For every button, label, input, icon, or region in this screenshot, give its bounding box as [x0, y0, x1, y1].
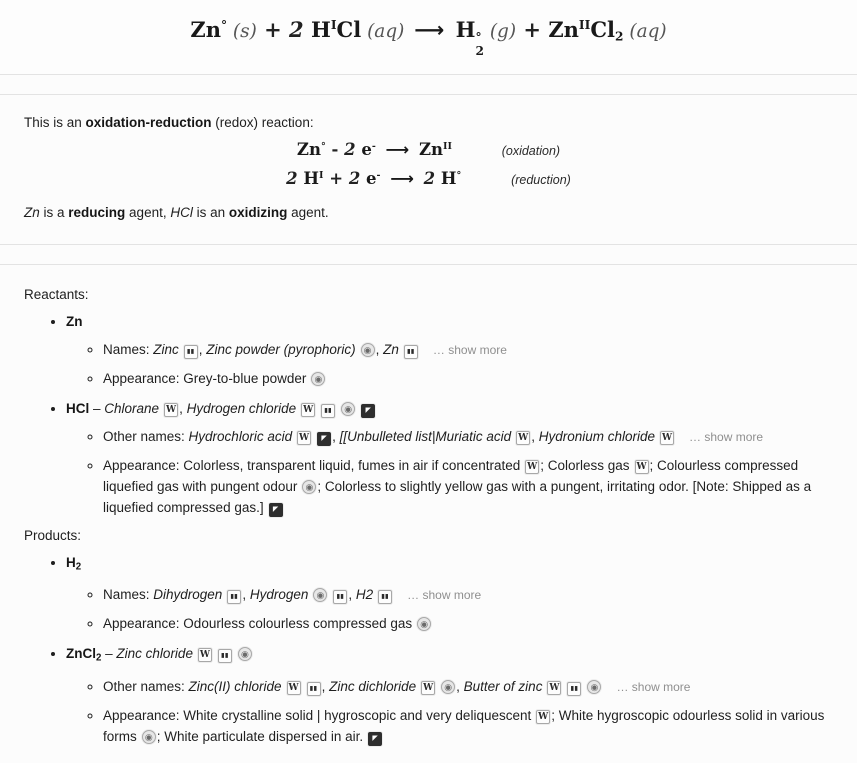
text-run: 2 — [286, 169, 304, 188]
oxidation-equation — [297, 141, 452, 159]
chemical-name: Zinc — [153, 342, 179, 357]
text-run: 2 — [348, 169, 367, 188]
wikipedia-icon[interactable]: W — [423, 682, 434, 693]
compound-detail-list — [66, 676, 843, 747]
text-run: Appearance: Colorless, transparent liquid, fumes in air if concentrated — [103, 458, 521, 473]
appearance-line — [103, 368, 843, 389]
globe-icon[interactable]: ◉ — [238, 647, 252, 661]
globe-icon[interactable]: ◉ — [311, 372, 325, 386]
text-run: , — [321, 678, 330, 694]
reactants-list — [24, 312, 843, 518]
text-run: agent. — [287, 205, 329, 220]
dark-badge-icon[interactable]: ◤ — [269, 503, 283, 517]
text-run: I — [330, 18, 337, 33]
divider — [0, 75, 857, 95]
globe-icon[interactable]: ◉ — [142, 730, 156, 744]
text-run: – — [89, 401, 105, 416]
show-more-link[interactable]: … show more — [689, 430, 764, 444]
appearance-line — [103, 455, 843, 518]
text-run: Zn — [66, 314, 83, 329]
compound-detail-list — [66, 339, 843, 389]
text-run: Appearance: White crystalline solid | hygroscopic and very deliquescent — [103, 707, 532, 723]
text-run: (s) — [227, 21, 257, 43]
text-run: - — [371, 140, 376, 152]
wikipedia-icon[interactable]: W — [199, 650, 210, 661]
text-run: , — [332, 429, 340, 444]
text-run: is an — [192, 205, 229, 220]
globe-icon[interactable]: ◉ — [587, 680, 601, 694]
text-run: , — [531, 429, 539, 444]
text-run: oxidizing — [228, 205, 288, 220]
globe-icon[interactable]: ◉ — [417, 617, 431, 631]
text-run: Appearance: Odourless colourless compressed gas — [103, 616, 413, 632]
bars-icon[interactable]: ▮▮ — [307, 682, 321, 696]
dark-badge-icon[interactable]: ◤ — [317, 432, 331, 446]
reaction-arrow: ⟶ — [385, 140, 410, 159]
text-run: This is an — [24, 115, 86, 130]
dark-badge-icon[interactable]: ◤ — [361, 404, 375, 418]
half-reactions — [24, 140, 833, 189]
text-run: , — [198, 342, 207, 357]
text-run: ° — [456, 169, 462, 181]
text-run: H — [448, 17, 476, 43]
text-run: II — [443, 140, 452, 152]
wikipedia-icon[interactable]: W — [538, 711, 549, 722]
text-run: e — [361, 140, 372, 159]
text-run: – — [101, 646, 117, 662]
text-run: ; White particulate dispersed in air. — [156, 728, 364, 744]
text-run: Zn — [190, 17, 221, 43]
oxidation-label: (oxidation) — [501, 144, 561, 158]
product-item-zncl2 — [66, 644, 843, 746]
chemical-name: HCl — [170, 205, 193, 220]
text-run: ° — [220, 18, 228, 33]
text-run: II — [578, 18, 591, 33]
redox-section — [0, 95, 857, 244]
show-more-link[interactable]: … show more — [616, 679, 691, 694]
text-run: (redox) reaction: — [211, 115, 314, 130]
globe-icon[interactable]: ◉ — [313, 588, 327, 602]
other-names-line — [103, 676, 843, 698]
names-line — [103, 584, 843, 606]
text-run: ; Colourless compressed liquefied gas with pungent odour — [103, 458, 799, 494]
text-run: 2 — [96, 652, 102, 664]
text-run: ; Colorless gas — [540, 458, 630, 473]
compound-title — [66, 314, 83, 329]
balanced-equation-banner — [0, 0, 857, 75]
text-run: Other names: — [103, 429, 189, 444]
reactants-heading: Reactants: — [24, 287, 89, 302]
reduction-equation — [286, 170, 461, 188]
dark-badge-icon[interactable]: ◤ — [368, 732, 382, 746]
text-run: ° — [320, 140, 326, 152]
compound-title — [66, 401, 376, 416]
bars-icon[interactable]: ▮▮ — [227, 590, 241, 604]
wikipedia-icon[interactable]: W — [299, 433, 310, 443]
bars-icon[interactable]: ▮▮ — [333, 590, 347, 604]
text-run: is a — [39, 205, 69, 220]
text-run: ; White hygroscopic odourless solid in various forms — [103, 707, 825, 744]
appearance-line — [103, 705, 843, 747]
wikipedia-icon[interactable]: W — [661, 433, 673, 443]
compound-details-section — [0, 265, 857, 763]
chemical-name: Hydronium chloride — [538, 429, 656, 444]
text-run: e — [366, 169, 377, 188]
wikipedia-icon[interactable]: W — [549, 682, 560, 693]
bars-icon[interactable]: ▮▮ — [184, 345, 198, 359]
bars-icon[interactable]: ▮▮ — [567, 682, 581, 696]
text-run: (aq) — [623, 21, 667, 43]
appearance-line — [103, 613, 843, 634]
text-run: Zn — [296, 140, 321, 159]
reduction-half-reaction — [24, 169, 833, 189]
other-names-line — [103, 426, 843, 448]
bars-icon[interactable]: ▮▮ — [218, 649, 232, 663]
stacked-sup-sub: ° 2 — [475, 30, 484, 58]
globe-icon[interactable]: ◉ — [441, 680, 455, 694]
chemical-name: Zinc chloride — [116, 646, 193, 662]
chemical-name: Zinc dichloride — [329, 678, 417, 694]
names-line — [103, 339, 843, 361]
chemical-name: Hydrogen chloride — [186, 401, 297, 416]
reduction-label: (reduction) — [511, 173, 571, 187]
product-item-h2 — [66, 553, 843, 634]
compound-title — [66, 646, 253, 664]
compound-title — [66, 555, 82, 573]
wikipedia-icon[interactable]: W — [527, 462, 538, 472]
text-run: (aq) — [361, 21, 411, 43]
globe-icon[interactable]: ◉ — [302, 480, 316, 494]
text-run: agent, — [125, 205, 171, 220]
text-run: Cl — [336, 17, 362, 43]
text-run: , — [242, 587, 250, 603]
chemical-name: Chlorane — [104, 401, 160, 416]
wikipedia-icon[interactable]: W — [303, 405, 314, 415]
globe-icon[interactable]: ◉ — [361, 343, 375, 357]
text-run: Names: — [103, 342, 154, 357]
text-run: 2 — [289, 17, 311, 43]
bars-icon[interactable]: ▮▮ — [378, 590, 392, 604]
bars-icon[interactable]: ▮▮ — [404, 345, 418, 359]
text-run: + — [516, 17, 549, 43]
chemical-name: Butter of zinc — [463, 678, 543, 694]
chemical-name: Zinc powder (pyrophoric) — [206, 342, 356, 357]
globe-icon[interactable]: ◉ — [341, 402, 355, 416]
chemical-name: Zn — [383, 342, 399, 357]
text-run: oxidation-reduction — [85, 115, 212, 130]
divider — [0, 245, 857, 265]
text-run: (g) — [483, 21, 517, 43]
chemical-name: Zinc(II) chloride — [188, 678, 282, 694]
wikipedia-icon[interactable]: W — [636, 462, 647, 472]
chemical-name: Zn — [24, 205, 40, 220]
text-run: H — [440, 169, 457, 188]
text-run: H — [66, 555, 76, 570]
bars-icon[interactable]: ▮▮ — [321, 404, 335, 418]
reactant-item-zn — [66, 312, 843, 389]
wikipedia-icon[interactable]: W — [166, 405, 177, 415]
text-run: , — [179, 401, 187, 416]
text-run: + — [323, 169, 349, 188]
text-run: Names: — [103, 587, 154, 603]
compound-detail-list — [66, 426, 843, 518]
redox-intro — [24, 115, 833, 130]
text-run: , — [456, 678, 464, 694]
text-run: Other names: — [103, 678, 189, 694]
text-run: - — [325, 140, 345, 159]
oxidation-half-reaction — [24, 140, 833, 160]
text-run: - — [376, 169, 381, 181]
text-run: HCl — [66, 401, 90, 416]
reactant-item-hcl — [66, 399, 843, 518]
text-run: reducing — [68, 205, 126, 220]
text-run: Appearance: Grey-to-blue powder — [103, 371, 307, 386]
text-run: ZnCl — [66, 646, 96, 662]
agents-summary — [24, 205, 833, 220]
text-run: 2 — [615, 29, 624, 44]
text-run — [376, 140, 382, 159]
chemical-name: Hydrochloric acid — [188, 429, 293, 444]
wikipedia-icon[interactable]: W — [288, 682, 299, 693]
text-run: 2 — [75, 561, 82, 573]
chemical-name: Dihydrogen — [153, 587, 223, 603]
show-more-link[interactable]: … show more — [432, 343, 507, 357]
text-run: + — [256, 17, 290, 43]
products-list — [24, 553, 843, 747]
chemical-name: H2 — [355, 587, 374, 603]
reaction-arrow: ⟶ — [390, 169, 414, 188]
text-run: , — [375, 342, 384, 357]
text-run: Cl — [590, 17, 616, 43]
text-run: Zn — [548, 17, 579, 43]
chemical-name: [[Unbulleted list|Muriatic acid — [339, 429, 512, 444]
text-run: H — [303, 169, 319, 188]
text-run: H — [310, 17, 331, 43]
chemical-name: Hydrogen — [249, 587, 309, 603]
wikipedia-icon[interactable]: W — [518, 433, 529, 443]
text-run: ; Colorless to slightly yellow gas with a pungent, irritating odor. [Note: Shipped as a liquefied compressed gas.] — [103, 479, 812, 515]
text-run: 2 — [344, 140, 362, 159]
compound-detail-list — [66, 584, 843, 634]
text-run: Zn — [413, 140, 443, 159]
text-run: 2 — [417, 169, 441, 188]
show-more-link[interactable]: … show more — [407, 588, 482, 603]
text-run: I — [319, 169, 324, 181]
reaction-arrow: ⟶ — [414, 18, 445, 43]
text-run: , — [348, 587, 356, 603]
products-heading: Products: — [24, 528, 82, 543]
balanced-equation — [190, 17, 666, 57]
